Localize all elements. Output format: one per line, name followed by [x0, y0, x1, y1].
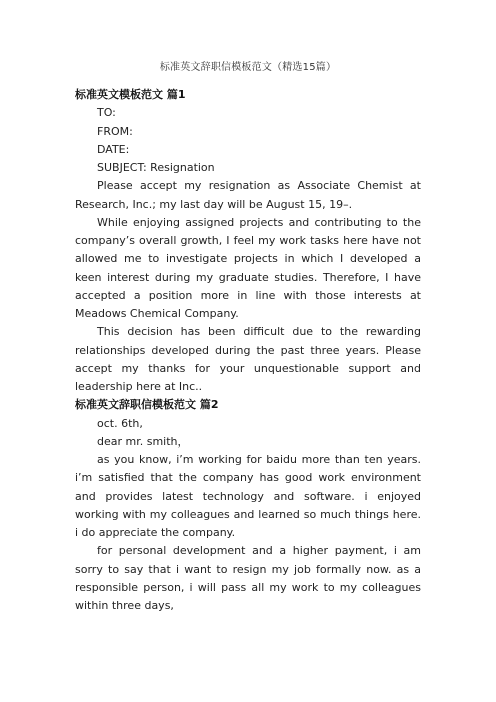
document-body	[75, 86, 421, 615]
letter-salutation: dear mr. smith，	[97, 434, 189, 448]
section-title: 标准英文辞职信模板范文 篇2	[75, 398, 219, 412]
paragraph: for personal development and a higher payment, i am sorry to say that i want to resign my job formally now. as a responsible person, i will pass all my work to my colleagues within three days,	[75, 544, 421, 612]
paragraph: While enjoying assigned projects and contributing to the company’s overall growth, I feel my work tasks here have not allowed me to investigate projects in which I developed a keen interest during my graduate studies. Therefore, I have accepted a position more in line with those interests at Meadows Chemical Company.	[75, 215, 421, 320]
memo-line-date: DATE:	[97, 142, 130, 156]
page-header-title: 标准英文辞职信模板范文（精选15篇）	[159, 62, 337, 73]
memo-line-to: TO:	[97, 106, 116, 120]
paragraph: as you know, i’m working for baidu more than ten years. i’m satisfied that the company has good work environment and provides latest technology and software. i enjoyed working with my colleagues and learned so much things here. i do appreciate the company.	[75, 453, 421, 539]
memo-line-from: FROM:	[97, 124, 133, 138]
memo-line-subject: SUBJECT: Resignation	[97, 161, 215, 174]
letter-date: oct. 6th,	[97, 416, 143, 430]
paragraph: This decision has been difficult due to the rewarding relationships developed during the past three years. Please accept my thanks for your unquestionable support and leadership here at Inc..	[75, 325, 421, 393]
paragraph: Please accept my resignation as Associate Chemist at Research, Inc.; my last day will be August 15, 19–.	[75, 179, 421, 211]
section-title: 标准英文模板范文 篇1	[75, 88, 186, 101]
